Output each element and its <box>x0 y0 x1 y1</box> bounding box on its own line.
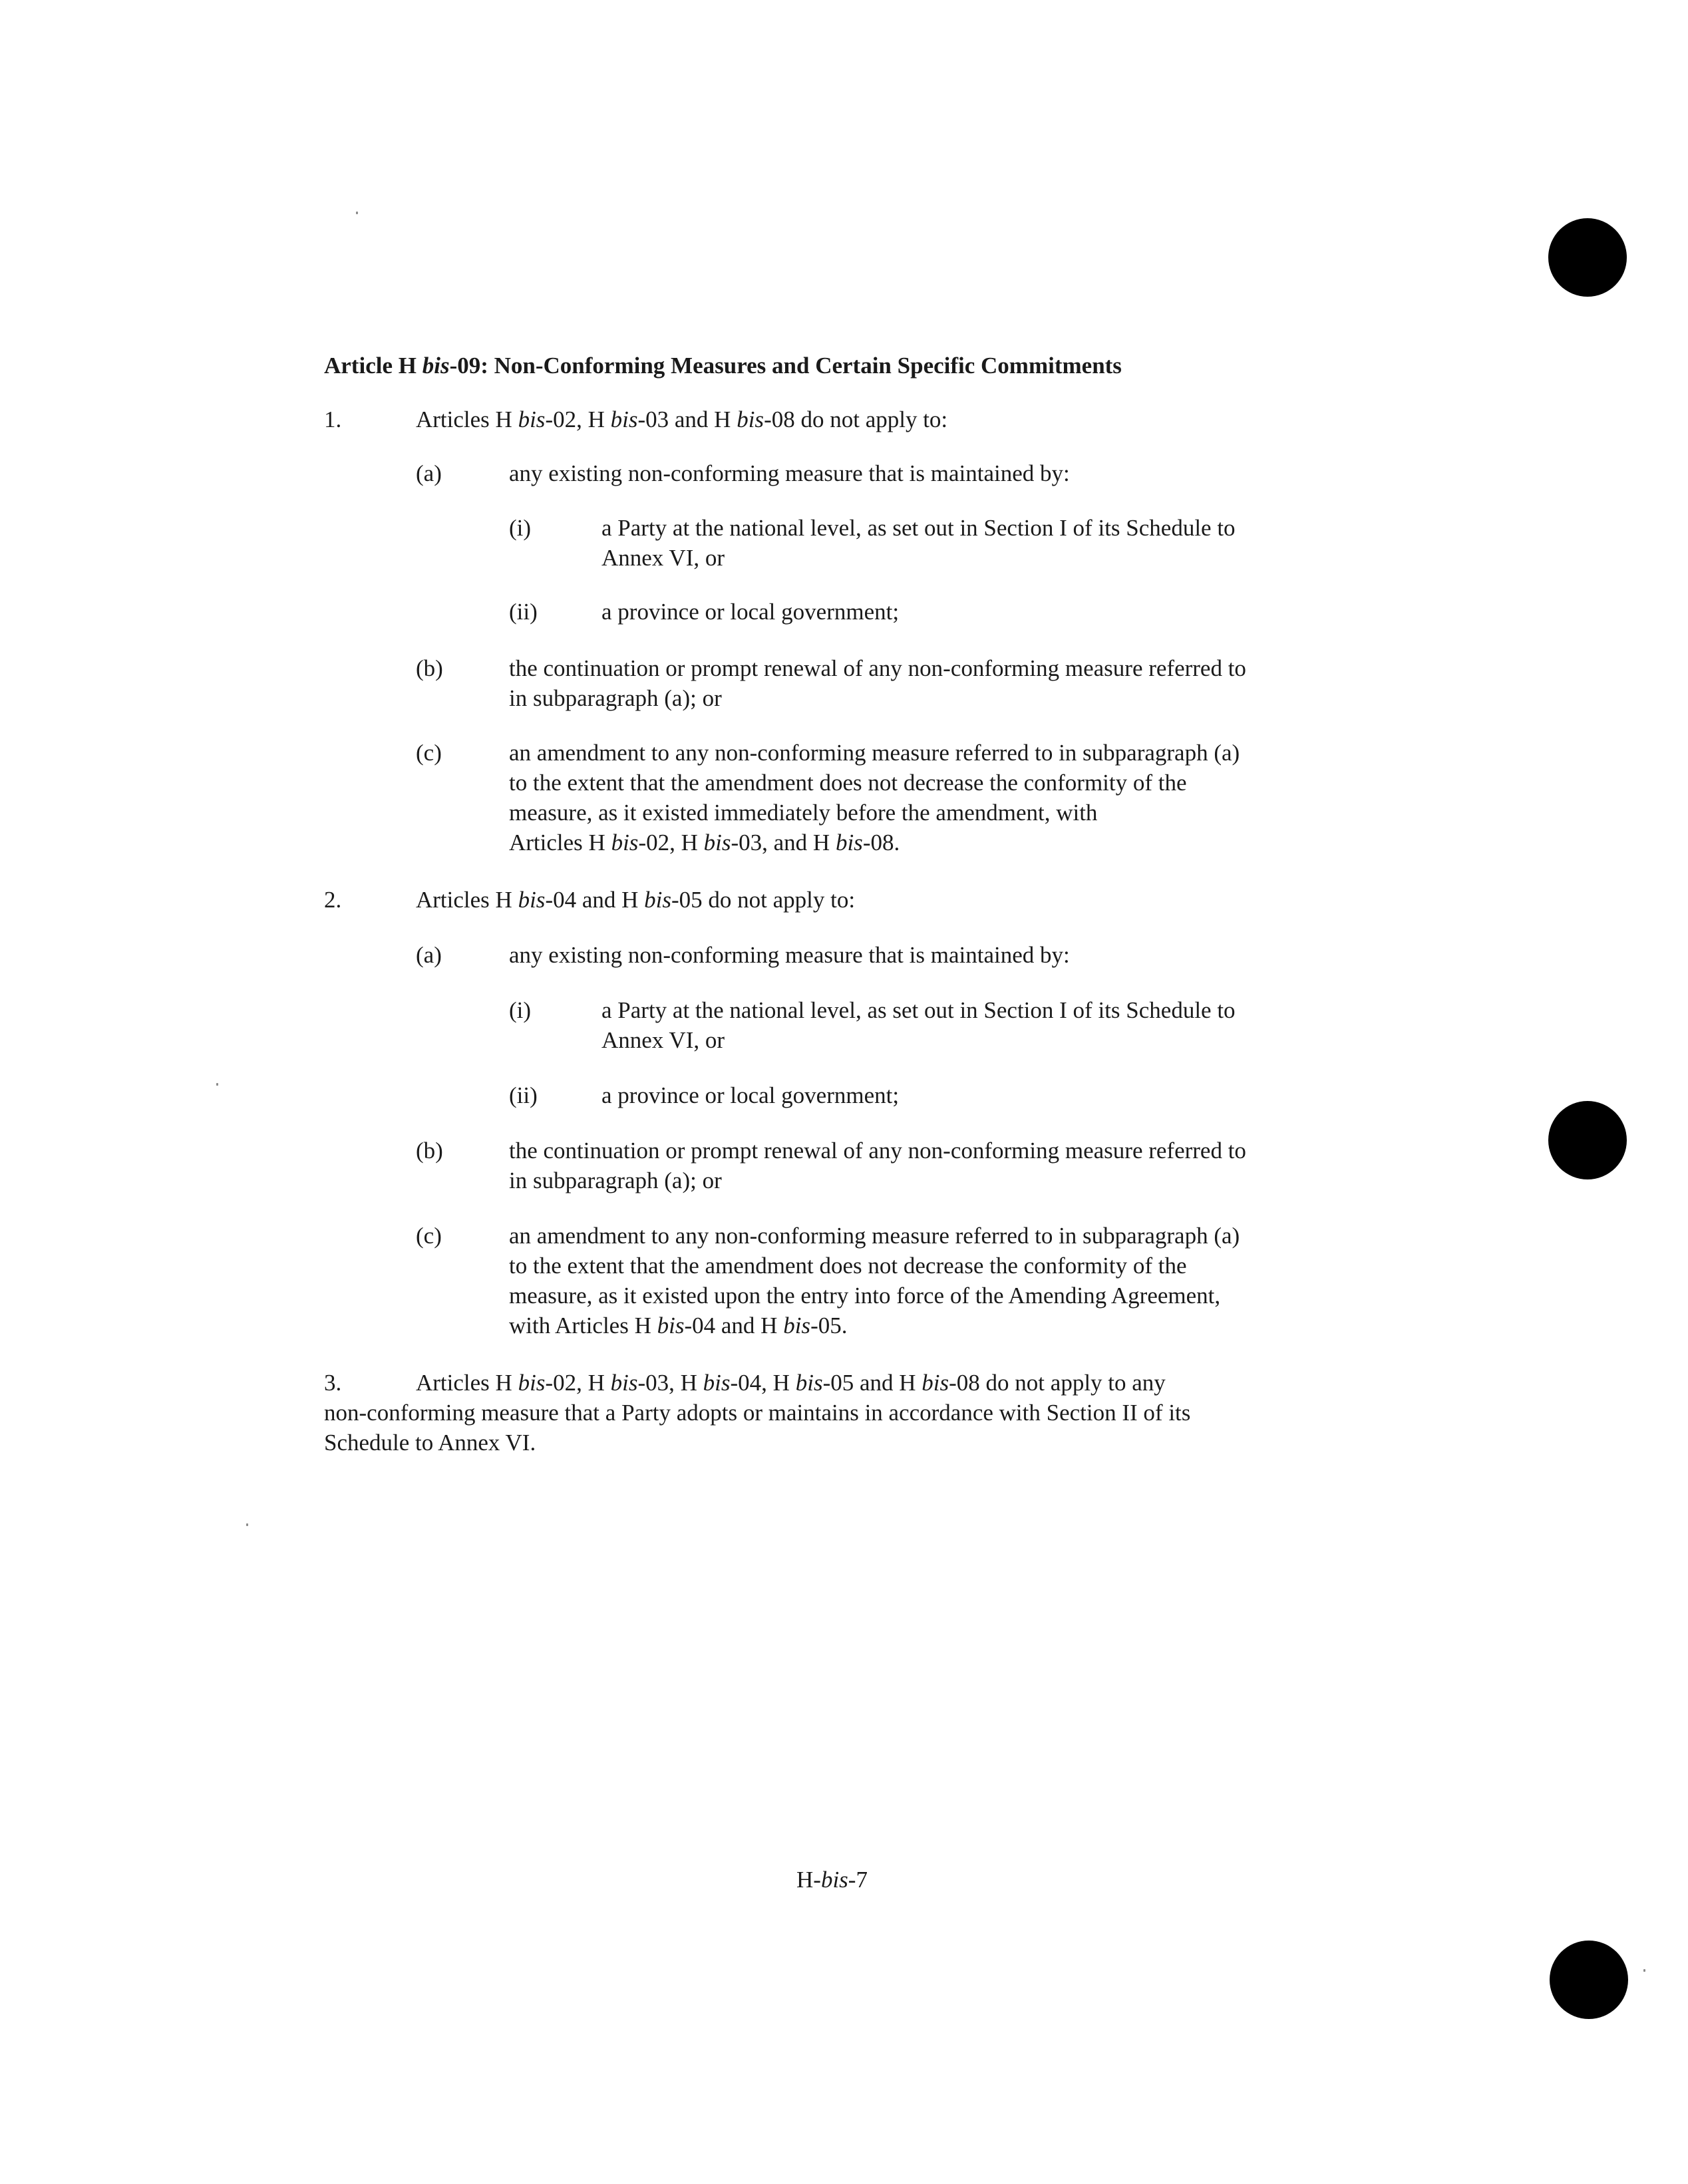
clause-label: (ii) <box>509 1082 538 1108</box>
subparagraph-text: an amendment to any non-conforming measure referred to in subparagraph (a) <box>509 1223 1240 1249</box>
clause-text: a Party at the national level, as set out in Section I of its Schedule to <box>601 997 1236 1023</box>
subparagraph-text: in subparagraph (a); or <box>509 1168 722 1193</box>
paragraph-intro: Articles H bis-04 and H bis-05 do not apply to: <box>416 887 856 913</box>
subparagraph-label: (a) <box>416 942 442 968</box>
subparagraph-text: any existing non-conforming measure that is maintained by: <box>509 460 1070 486</box>
paragraph-text: Schedule to Annex VI. <box>324 1430 536 1456</box>
punch-hole-middle <box>1548 1101 1627 1179</box>
subparagraph-label: (c) <box>416 740 442 766</box>
subparagraph-text: the continuation or prompt renewal of any non-conforming measure referred to <box>509 655 1246 681</box>
scan-speck <box>216 1083 218 1086</box>
clause-text: Annex VI, or <box>601 545 725 571</box>
paragraph-number: 2. <box>324 887 342 913</box>
subparagraph-label: (c) <box>416 1223 442 1249</box>
subparagraph-label: (b) <box>416 655 443 681</box>
subparagraph-text: in subparagraph (a); or <box>509 685 722 711</box>
article-heading: Article H bis-09: Non-Conforming Measures and Certain Specific Commitments <box>324 353 1122 379</box>
clause-text: a Party at the national level, as set out in Section I of its Schedule to <box>601 515 1236 541</box>
paragraph-intro: Articles H bis-02, H bis-03 and H bis-08 do not apply to: <box>416 406 948 432</box>
clause-label: (i) <box>509 997 532 1023</box>
paragraph-text: Articles H bis-02, H bis-03, H bis-04, H bis-05 and H bis-08 do not apply to any <box>416 1370 1166 1396</box>
punch-hole-top <box>1548 218 1627 297</box>
scan-speck <box>356 212 358 214</box>
clause-text: a province or local government; <box>601 1082 900 1108</box>
paragraph-number: 3. <box>324 1370 342 1396</box>
subparagraph-text: measure, as it existed upon the entry into force of the Amending Agreement, <box>509 1283 1221 1309</box>
paragraph-text: non-conforming measure that a Party adopts or maintains in accordance with Section II of its <box>324 1400 1191 1426</box>
clause-label: (ii) <box>509 599 538 625</box>
clause-text: Annex VI, or <box>601 1027 725 1053</box>
subparagraph-text: any existing non-conforming measure that is maintained by: <box>509 942 1070 968</box>
subparagraph-text: with Articles H bis-04 and H bis-05. <box>509 1313 848 1338</box>
subparagraph-label: (a) <box>416 460 442 486</box>
scan-speck <box>1643 1969 1645 1972</box>
paragraph-number: 1. <box>324 406 342 432</box>
subparagraph-text: Articles H bis-02, H bis-03, and H bis-08. <box>509 830 900 856</box>
subparagraph-text: to the extent that the amendment does not decrease the conformity of the <box>509 770 1187 796</box>
punch-hole-bottom <box>1550 1941 1628 2019</box>
page-number: H-bis-7 <box>796 1867 868 1893</box>
clause-text: a province or local government; <box>601 599 900 625</box>
subparagraph-label: (b) <box>416 1138 443 1164</box>
clause-label: (i) <box>509 515 532 541</box>
subparagraph-text: the continuation or prompt renewal of any non-conforming measure referred to <box>509 1138 1246 1164</box>
subparagraph-text: to the extent that the amendment does not decrease the conformity of the <box>509 1253 1187 1279</box>
subparagraph-text: measure, as it existed immediately before the amendment, with <box>509 800 1098 826</box>
subparagraph-text: an amendment to any non-conforming measure referred to in subparagraph (a) <box>509 740 1240 766</box>
scan-speck <box>246 1523 248 1526</box>
